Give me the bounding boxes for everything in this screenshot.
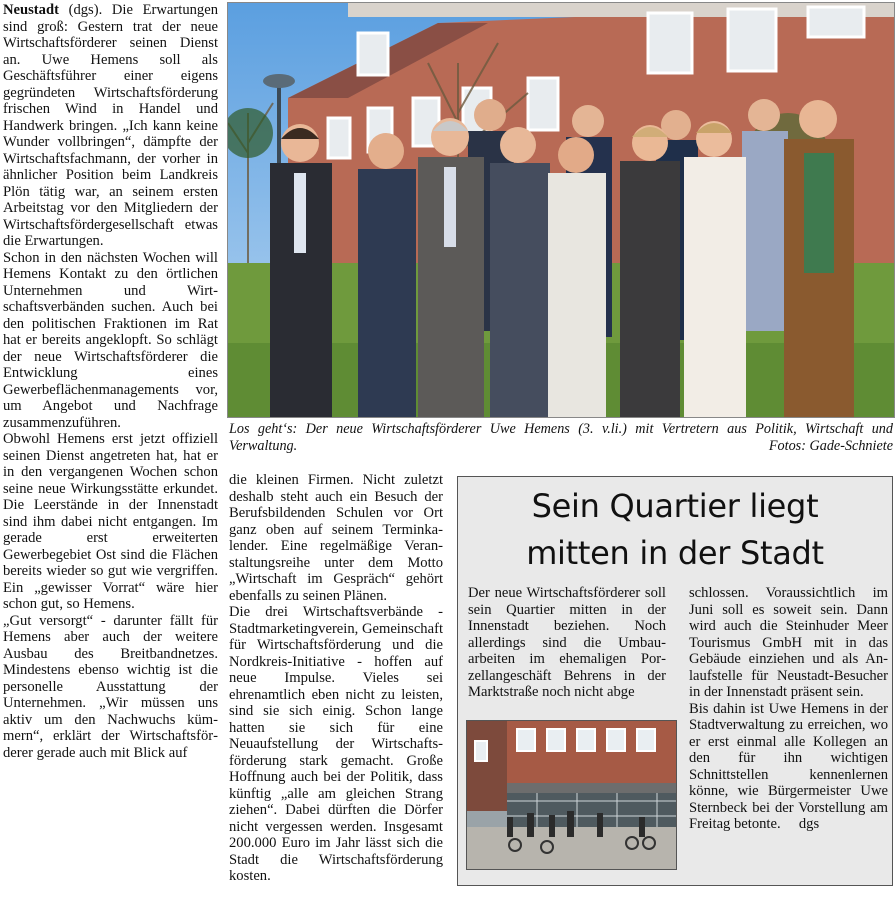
photo-caption [229, 421, 893, 454]
shop-photo [466, 720, 677, 870]
box-paragraph-text: Bis dahin ist Uwe Hemens in der Stadtverwaltung zu erreichen, wo er erst einmal alle Kollegen an den für ihn wichtigen Schnittstellen kennenlernen könne, wie Bürgermeister Uwe Sternbeck bei der Vorstellung am Freitag betonte. [689, 700, 888, 832]
box-signature: dgs [798, 816, 820, 832]
article-paragraph [3, 2, 218, 250]
group-photo-illustration [228, 3, 894, 417]
paragraph-text: tungen sind groß: Gestern trat der neue Wirtschaftsförderer seinen Dienst an. Uwe Hemens soll als Geschäftsführer einer eigens gegründeten Wirtschaftsförderung frischen Wind in Handel und Handwerk bringen. „Ich kann keine Wunder vollbringen“, dämpfte der Wirtschaftsfachmann, der vorher in ähnlicher Position beim Landkreis Plön tätig war, an seinem ersten Arbeitstag vor den Mitgliedern der Wirtschaftsfördergesellschaft etwas die Erwartungen. [3, 2, 218, 249]
article-paragraph: Schon in den nächsten Wochen will Hemens Kontakt zu den örtlichen Unternehmen und Wirtschaftsverbänden suchen. Auch bei den politischen Fraktionen im Rat hat er bereits angeklopft. So schlägt der neue Wirtschaftsförderer die Entwicklung eines Gewerbeflächenmanagements vor, um Angebot und Nachfrage zusammenzuführen. [3, 249, 218, 431]
box-paragraph: schlossen. Voraussichtlich im Juni soll es soweit sein. Dann wird auch die Steinhuder Meer Tourismus GmbH mit in das Gebäude einziehen und als Anlaufstelle für Neustadt-Besucher in der Innenstadt präsent sein. [689, 585, 888, 700]
article-paragraph: „Gut versorgt“ - darunter fällt für Hemens aber auch der weitere Ausbau des Breitbandnetzes. Mindestens ebenso wichtig ist die personelle Ausstattung der Unternehmen. „Wir müssen uns aktiv um den Nachwuchs kümmern“, erklärt der Wirtschaftsförderer gerade auch mit Blick auf [3, 612, 218, 761]
box-headline-line-2: mitten in der Stadt [526, 534, 824, 572]
box-headline-line-1: Sein Quartier liegt [531, 487, 819, 525]
article-column-1 [3, 2, 218, 761]
box-headline [458, 483, 892, 577]
dateline: Neustadt [3, 2, 59, 18]
group-photo [227, 2, 895, 418]
box-paragraph [689, 701, 888, 833]
sidebar-box [457, 476, 893, 886]
article-column-2 [229, 472, 443, 885]
caption-text: Los geht‘s: Der neue Wirtschaftsförderer Uwe Hemens (3. v.li.) mit Vertretern aus Politik, Wirtschaft und Verwaltung. [229, 421, 893, 454]
box-paragraph: Der neue Wirtschaftsförderer soll sein Quartier mitten in der Innenstadt beziehen. Noch allerdings sind die Umbauarbeiten im ehemaligen Porzellangeschäft Behrens in der Marktstraße noch nicht abge [468, 585, 666, 700]
shop-photo-illustration [467, 721, 676, 869]
box-column-2 [689, 585, 888, 833]
box-column-1 [468, 585, 666, 701]
article-paragraph: Die drei Wirtschaftsverbände - Stadtmarketingverein, Gemeinschaft für Wirtschaftsförderung und die Nordkreis-Initiative - hoffen auf neue Impulse. Vieles sei ehrenamtlich eben nicht zu leisten, sind sie sich einig. Schon lange hatten sie sich für eine Neuaufstellung der Wirtschaftsförderung stark gemacht. Große Hoffnung auch bei der Politik, dass künftig „alle am gleichen Strang ziehen“. Dabei dürften die Dörfer nicht vergessen werden. Insgesamt 200.000 Euro im Jahr lässt sich die Stadt die Wirtschaftsförderung kosten. [229, 604, 443, 884]
article-paragraph: die kleinen Firmen. Nicht zuletzt deshalb steht auch ein Besuch der Berufsbildenden Schulen vor Ort ganz oben auf seinem Terminkalender. Eine regelmäßige Veranstaltungsreihe unter dem Motto „Wirtschaft im Gespräch“ gehört ebenfalls zu seinen Plänen. [229, 472, 443, 604]
dateline-rest: (dgs). Die Erwar [58, 2, 179, 18]
article-paragraph: Obwohl Hemens erst jetzt offiziell seinen Dienst angetreten hat, hat er in den vergangenen Wochen schon seine neue Wirkungsstätte erkundet. Die Leerstände in der Innenstadt sind ihm dabei nicht entgangen. Im gerade erst erweiterten Gewerbegebiet Ost sind die Flächen bereits wieder so gut wie vergriffen. Ein „gewisser Vorrat“ wäre hier schon gut, so Hemens. [3, 431, 218, 612]
photo-credit: Fotos: Gade-Schniete [768, 437, 893, 454]
